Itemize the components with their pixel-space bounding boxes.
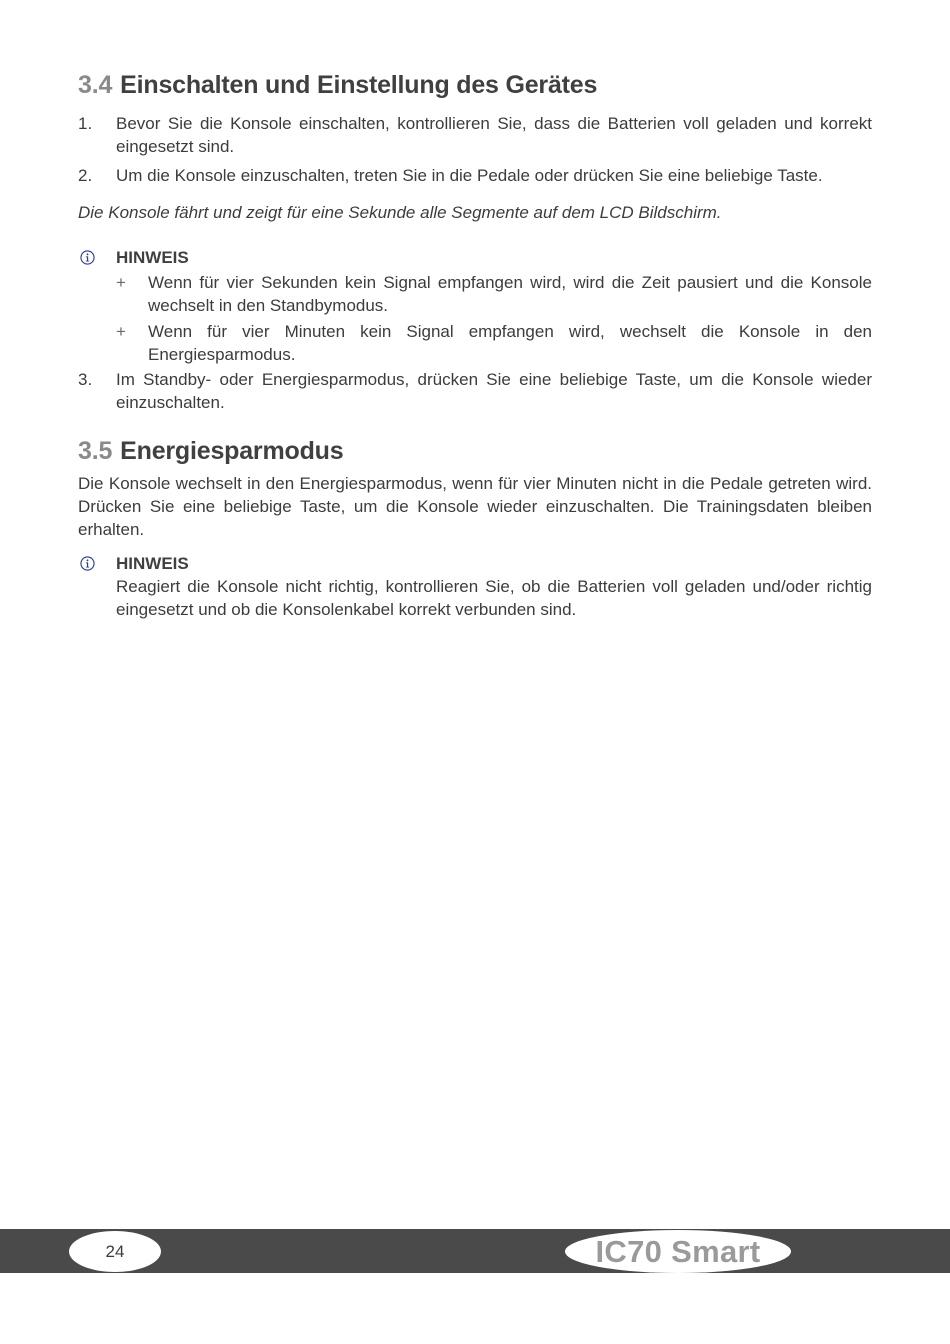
page-number: 24 [69,1231,161,1272]
list-item [78,164,872,187]
section-paragraph: Die Konsole wechselt in den Energiesparmodus, wenn für vier Minuten nicht in die Pedale getreten wird. Drücken Sie eine beliebige Taste, um die Konsole wieder einzuschalten. Die Trainingsdaten bleiben erhalten. [78,474,872,539]
section-heading [78,434,872,468]
section-title: Energiesparmodus [120,437,344,465]
list-number: 1. [78,114,93,133]
hint-bullet [116,320,872,366]
hint-text: Reagiert die Konsole nicht richtig, kontrollieren Sie, ob die Batterien voll geladen und/oder richtig eingesetzt und ob die Konsolenkabel korrekt verbunden sind. [116,577,872,619]
hint-bullet [116,271,872,317]
hint-bullet-text: Wenn für vier Minuten kein Signal empfangen wird, wechselt die Konsole in den Energiesparmodus. [148,322,872,364]
list-item [78,112,872,158]
list-number: 3. [78,370,93,389]
list-number: 2. [78,166,93,185]
section-number: 3.5 [78,437,113,465]
hint-bullet-text: Wenn für vier Sekunden kein Signal empfangen wird, wird die Zeit pausiert und die Konsole wechselt in den Standbymodus. [148,273,872,315]
info-icon [80,250,95,265]
hint-title: HINWEIS [116,248,189,267]
plus-icon: + [116,322,126,341]
section-3-4 [78,68,872,414]
brand-label: IC70 Smart [565,1230,791,1273]
section-title: Einschalten und Einstellung des Gerätes [120,71,598,99]
info-icon [80,556,95,571]
list-text: Bevor Sie die Konsole einschalten, kontrollieren Sie, dass die Batterien voll geladen und korrekt eingesetzt sind. [116,114,872,156]
plus-icon: + [116,273,126,292]
list-item [78,368,872,414]
hint-box [78,246,872,366]
hint-box [78,552,872,621]
italic-note: Die Konsole fährt und zeigt für eine Sekunde alle Segmente auf dem LCD Bildschirm. [78,203,722,222]
list-text: Im Standby- oder Energiesparmodus, drücken Sie eine beliebige Taste, um die Konsole wieder einzuschalten. [116,370,872,412]
list-text: Um die Konsole einzuschalten, treten Sie in die Pedale oder drücken Sie eine beliebige Taste. [116,166,823,185]
section-number: 3.4 [78,71,113,99]
section-3-5 [78,434,872,621]
hint-title: HINWEIS [116,554,189,573]
section-heading [78,68,872,102]
page-content [78,68,872,621]
